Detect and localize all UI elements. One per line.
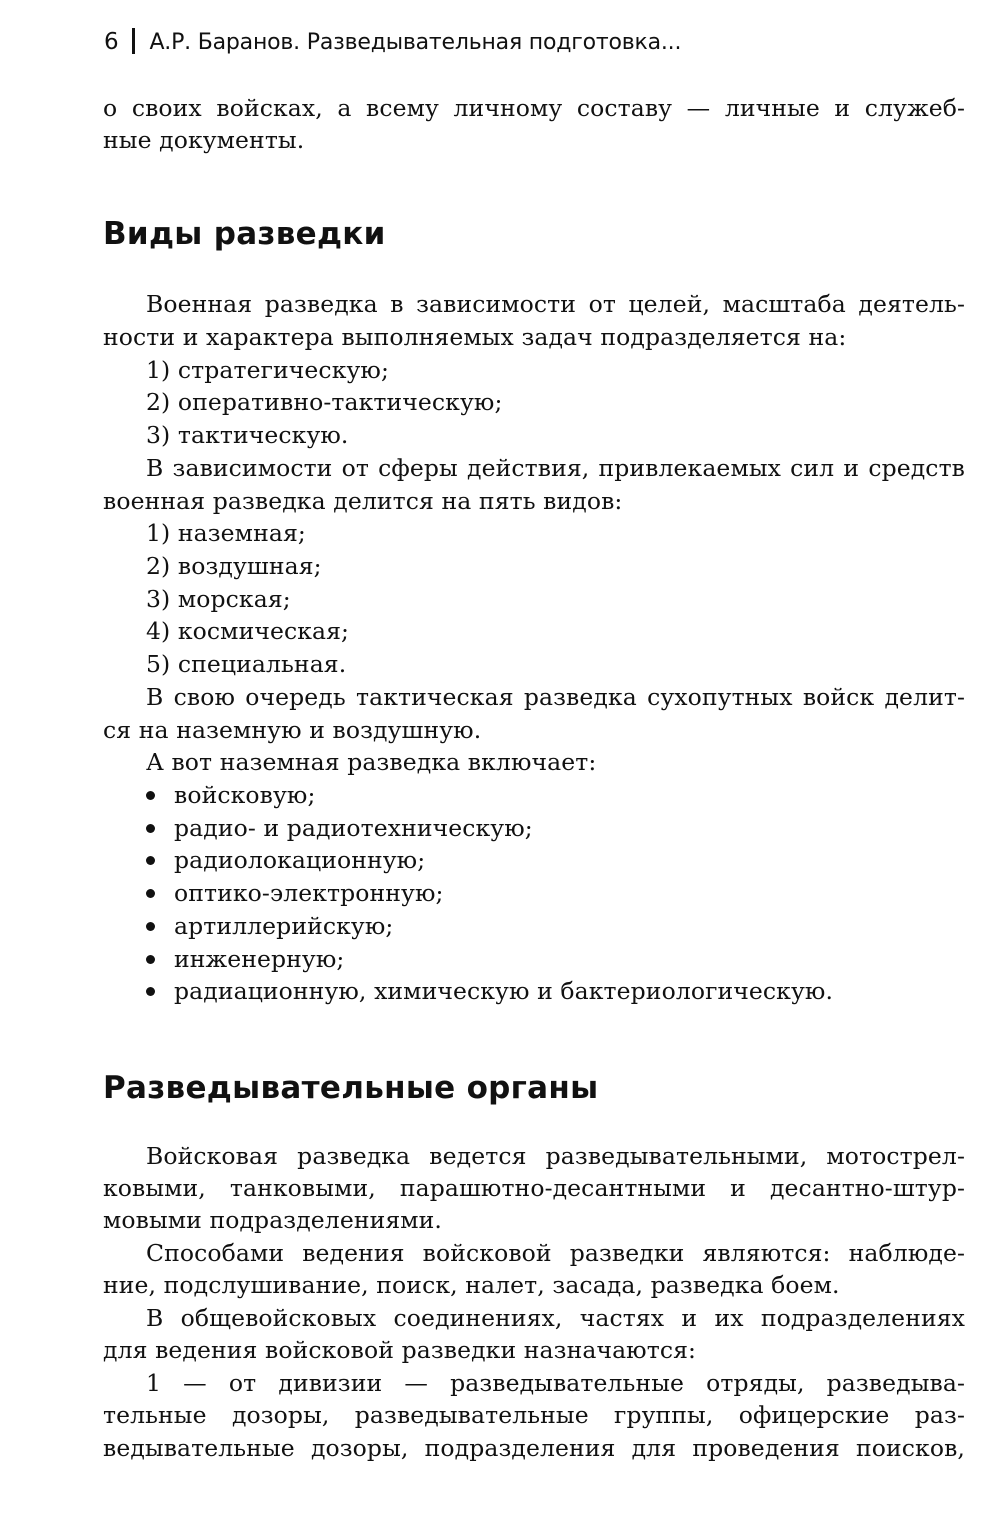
text-line: ности и характера выполняемых задач подразделяется на: bbox=[103, 323, 847, 351]
text-line: А вот наземная разведка включает: bbox=[146, 748, 597, 776]
running-header bbox=[104, 28, 681, 55]
bullet-item: артиллерийскую; bbox=[103, 910, 965, 943]
header-divider bbox=[132, 28, 135, 54]
text-line: В зависимости от сферы действия, привлекаемых сил и средств bbox=[146, 454, 965, 482]
list-item: 3) морская; bbox=[146, 585, 291, 613]
text-line: мовыми подразделениями. bbox=[103, 1206, 442, 1234]
bullet-icon bbox=[146, 955, 155, 964]
list-item: 3) тактическую. bbox=[146, 421, 349, 449]
bullet-icon bbox=[146, 824, 155, 833]
bullet-item: инженерную; bbox=[103, 943, 965, 976]
text-line: ние, подслушивание, поиск, налет, засада, разведка боем. bbox=[103, 1271, 840, 1299]
text-line: 1 — от дивизии — разведывательные отряды, разведыва- bbox=[146, 1369, 965, 1397]
bullet-icon bbox=[146, 856, 155, 865]
bullet-item: оптико-электронную; bbox=[103, 877, 965, 910]
page-number: 6 bbox=[104, 29, 119, 55]
bullet-icon bbox=[146, 922, 155, 931]
list-item: 1) наземная; bbox=[146, 519, 306, 547]
bullet-item: радиационную, химическую и бактериологическую. bbox=[103, 975, 965, 1008]
text-line: ковыми, танковыми, парашютно-десантными и десантно-штур- bbox=[103, 1174, 965, 1202]
text-line: В общевойсковых соединениях, частях и их подразделениях bbox=[146, 1304, 965, 1332]
text-line: военная разведка делится на пять видов: bbox=[103, 487, 623, 515]
text-line: Войсковая разведка ведется разведывательными, мотострел- bbox=[146, 1142, 965, 1170]
bullet-item: радиолокационную; bbox=[103, 844, 965, 877]
bullet-icon bbox=[146, 791, 155, 800]
text-line: тельные дозоры, разведывательные группы, офицерские раз- bbox=[103, 1401, 965, 1429]
list-item: 5) специальная. bbox=[146, 650, 347, 678]
list-item: 2) оперативно-тактическую; bbox=[146, 388, 503, 416]
text-line: Способами ведения войсковой разведки являются: наблюде- bbox=[146, 1239, 965, 1267]
bullet-icon bbox=[146, 889, 155, 898]
text-line: ся на наземную и воздушную. bbox=[103, 716, 482, 744]
bullet-item: радио- и радиотехническую; bbox=[103, 812, 965, 845]
running-title: А.Р. Баранов. Разведывательная подготовка... bbox=[149, 30, 682, 55]
bullet-icon bbox=[146, 987, 155, 996]
text-line: В свою очередь тактическая разведка сухопутных войск делит- bbox=[146, 683, 965, 711]
section-heading: Виды разведки bbox=[103, 216, 386, 252]
list-item: 2) воздушная; bbox=[146, 552, 322, 580]
text-line: ведывательные дозоры, подразделения для проведения поисков, bbox=[103, 1434, 965, 1462]
text-line: Военная разведка в зависимости от целей, масштаба деятель- bbox=[146, 290, 965, 318]
section-heading: Разведывательные органы bbox=[103, 1070, 599, 1106]
list-item: 4) космическая; bbox=[146, 617, 350, 645]
list-item: 1) стратегическую; bbox=[146, 356, 389, 384]
text-line: о своих войсках, а всему личному составу — личные и служеб- bbox=[103, 94, 965, 122]
text-line: ные документы. bbox=[103, 126, 305, 154]
text-line: для ведения войсковой разведки назначаются: bbox=[103, 1336, 697, 1364]
bullet-item: войсковую; bbox=[103, 779, 965, 812]
